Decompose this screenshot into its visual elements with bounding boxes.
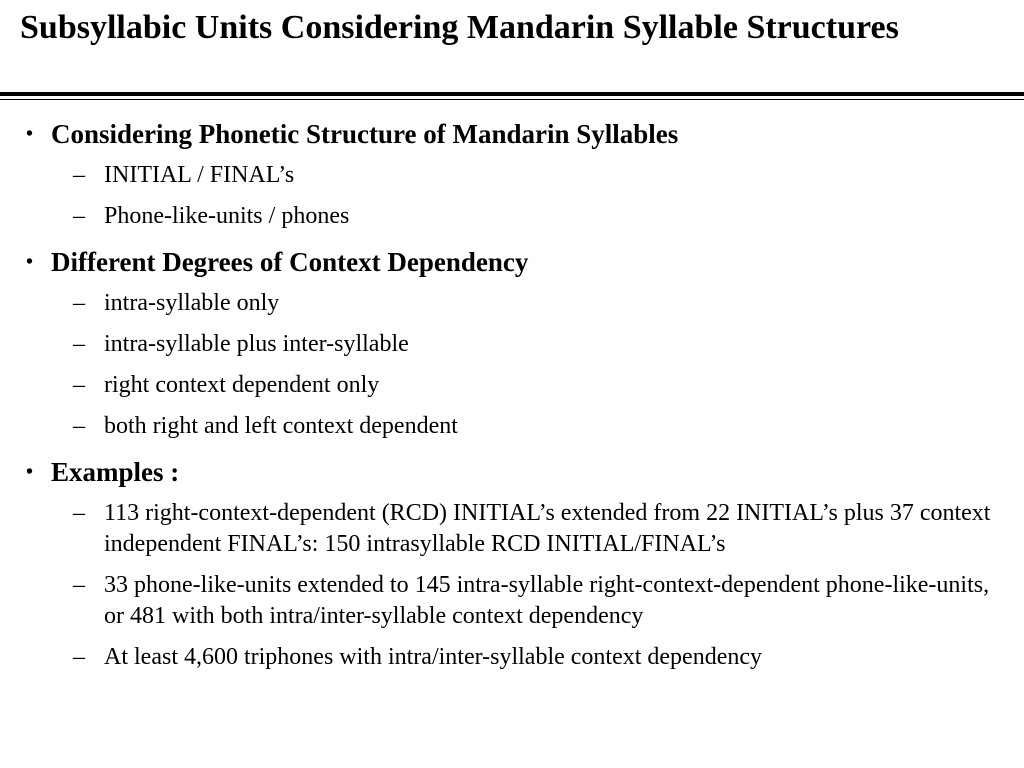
- dash-icon: –: [73, 331, 85, 357]
- bullet-heading: Different Degrees of Context Dependency: [51, 247, 529, 277]
- sub-item: [0, 329, 1024, 360]
- bullet-icon: •: [26, 461, 34, 483]
- section-examples: [0, 456, 1024, 673]
- dash-icon: –: [73, 290, 85, 316]
- slide-content: [0, 104, 1024, 673]
- title-divider-thin: [0, 99, 1024, 100]
- sub-item: [0, 201, 1024, 232]
- sub-item: [0, 498, 1024, 560]
- sub-item-text: right context dependent only: [104, 372, 380, 398]
- dash-icon: –: [73, 572, 85, 598]
- sub-item-text: Phone-like-units / phones: [104, 203, 350, 229]
- sub-item: [0, 288, 1024, 319]
- bullet-item: [0, 118, 1024, 150]
- dash-icon: –: [73, 203, 85, 229]
- bullet-item: [0, 456, 1024, 488]
- sub-item-text: 113 right-context-dependent (RCD) INITIAL’s extended from 22 INITIAL’s plus 37 context independent FINAL’s: 150 intrasyllable RCD INITIAL/FINAL’s: [104, 500, 991, 557]
- sub-item: [0, 570, 1024, 632]
- sub-item-text: INITIAL / FINAL’s: [104, 162, 295, 188]
- title-divider-thick: [0, 92, 1024, 96]
- bullet-icon: •: [26, 251, 34, 273]
- sub-item-text: At least 4,600 triphones with intra/inter-syllable context dependency: [104, 644, 763, 670]
- section-phonetic-structure: [0, 118, 1024, 232]
- section-context-dependency: [0, 246, 1024, 442]
- dash-icon: –: [73, 413, 85, 439]
- sub-item-text: intra-syllable plus inter-syllable: [104, 331, 409, 357]
- dash-icon: –: [73, 500, 85, 526]
- sub-item: [0, 411, 1024, 442]
- bullet-item: [0, 246, 1024, 278]
- sub-item: [0, 642, 1024, 673]
- dash-icon: –: [73, 372, 85, 398]
- dash-icon: –: [73, 644, 85, 670]
- bullet-heading: Considering Phonetic Structure of Mandarin Syllables: [51, 119, 679, 149]
- sub-item: [0, 160, 1024, 191]
- sub-item: [0, 370, 1024, 401]
- bullet-icon: •: [26, 123, 34, 145]
- sub-item-text: both right and left context dependent: [104, 413, 458, 439]
- sub-item-text: intra-syllable only: [104, 290, 280, 316]
- bullet-heading: Examples :: [51, 457, 180, 487]
- slide-title: Subsyllabic Units Considering Mandarin Syllable Structures: [20, 9, 899, 46]
- dash-icon: –: [73, 162, 85, 188]
- sub-item-text: 33 phone-like-units extended to 145 intra-syllable right-context-dependent phone-like-units, or 481 with both intra/inter-syllable context dependency: [104, 572, 990, 629]
